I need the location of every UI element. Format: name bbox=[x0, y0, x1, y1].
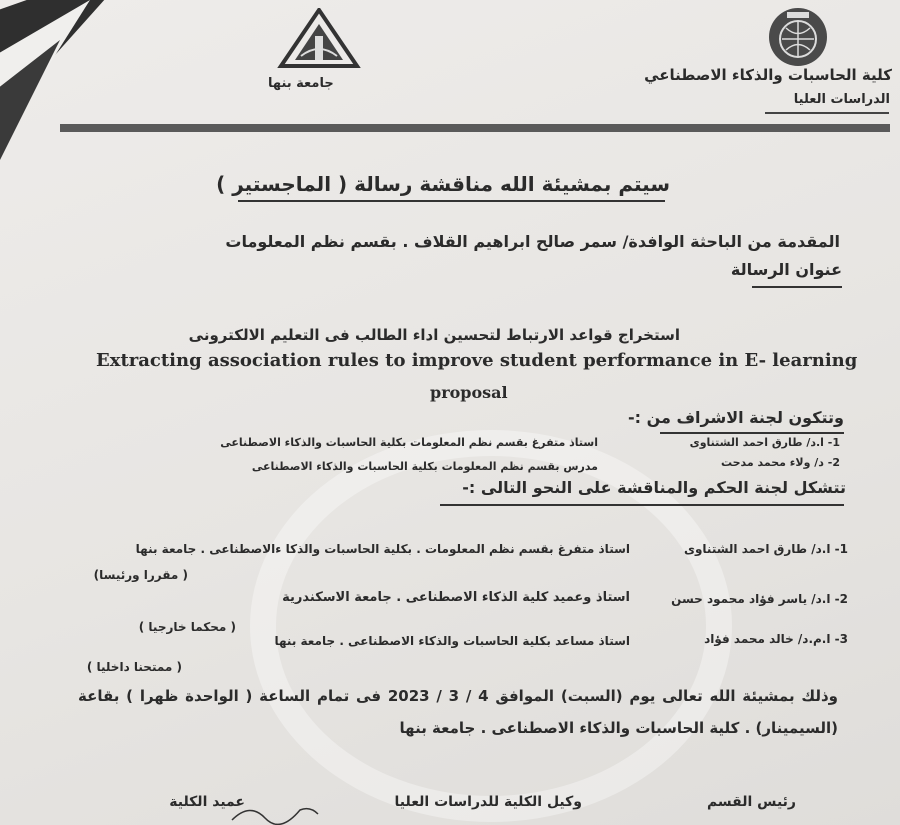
committee-member-name: 1- ا.د/ طارق احمد الشتناوى bbox=[683, 542, 848, 556]
researcher-intro: المقدمة من الباحثة الوافدة/ سمر صالح ابراهيم القلاف . بقسم نظم المعلومات bbox=[225, 232, 840, 251]
header-rule bbox=[60, 124, 890, 132]
thesis-label: عنوان الرسالة bbox=[730, 260, 842, 279]
committee-heading: تتشكل لجنة الحكم والمناقشة على النحو التالى :- bbox=[462, 478, 846, 497]
title-underline bbox=[238, 200, 665, 202]
page-title: سيتم بمشيئة الله مناقشة رسالة ( الماجستير ) bbox=[216, 172, 670, 196]
thesis-label-underline bbox=[752, 286, 842, 288]
handwritten-signature bbox=[230, 800, 320, 825]
thesis-title-english-line2: proposal bbox=[430, 383, 508, 402]
defense-schedule: وذلك بمشيئة الله تعالى يوم (السبت) الموافق 4 / 3 / 2023 فى تمام الساعة ( الواحدة ظهرا ) بقاعة (السيمينار) . كلية الحاسبات والذكاء الاصطناعى . جامعة بنها bbox=[78, 687, 838, 737]
faculty-logo-icon bbox=[767, 6, 829, 68]
signature-dean: عميد الكلية bbox=[169, 794, 245, 810]
thesis-title-english: Extracting association rules to improve student performance in E- learning bbox=[96, 350, 858, 371]
committee-member-role: ( ممتحنا داخليا ) bbox=[86, 660, 182, 674]
supervisor-title: استاذ متفرغ بقسم نظم المعلومات بكلية الحاسبات والذكاء الاصطناعى bbox=[220, 436, 598, 449]
thesis-title-arabic: استخراج قواعد الارتباط لتحسين اداء الطالب فى التعليم الالكترونى bbox=[188, 326, 680, 344]
committee-heading-underline bbox=[440, 504, 844, 506]
supervisor-name: 2- د/ ولاء محمد مدحت bbox=[720, 456, 840, 469]
committee-member-title: استاذ مساعد بكلية الحاسبات والذكاء الاصطناعى . جامعة بنها bbox=[274, 634, 630, 648]
committee-member-role: ( محكما خارجيا ) bbox=[138, 620, 236, 634]
supervision-heading-underline bbox=[660, 432, 844, 434]
department-name: الدراسات العليا bbox=[793, 92, 890, 107]
supervisor-title: مدرس بقسم نظم المعلومات بكلية الحاسبات والذكاء الاصطناعى bbox=[251, 460, 598, 473]
committee-member-title: استاذ متفرغ بقسم نظم المعلومات . بكلية الحاسبات والذكا ءالاصطناعى . جامعة بنها bbox=[135, 542, 630, 556]
committee-member-title: استاذ وعميد كلية الذكاء الاصطناعى . جامعة الاسكندرية bbox=[282, 590, 630, 605]
faculty-name: كلية الحاسبات والذكاء الاصطناعي bbox=[644, 66, 892, 84]
committee-member-role: ( مقررا ورئيسا) bbox=[93, 568, 188, 582]
department-underline bbox=[765, 112, 889, 114]
signature-vice-dean: وكيل الكلية للدراسات العليا bbox=[394, 794, 582, 810]
paper-fold-shadow bbox=[0, 0, 200, 220]
committee-member-name: 3- ا.م.د/ خالد محمد فؤاد bbox=[704, 632, 848, 646]
university-logo-icon bbox=[277, 8, 361, 70]
supervision-heading: وتتكون لجنة الاشراف من :- bbox=[627, 408, 844, 427]
supervisor-name: 1- ا.د/ طارق احمد الشتناوى bbox=[689, 436, 840, 449]
signature-department-head: رئيس القسم bbox=[706, 794, 796, 810]
university-name: جامعة بنها bbox=[268, 76, 334, 91]
committee-member-name: 2- ا.د/ ياسر فؤاد محمود حسن bbox=[671, 592, 848, 606]
